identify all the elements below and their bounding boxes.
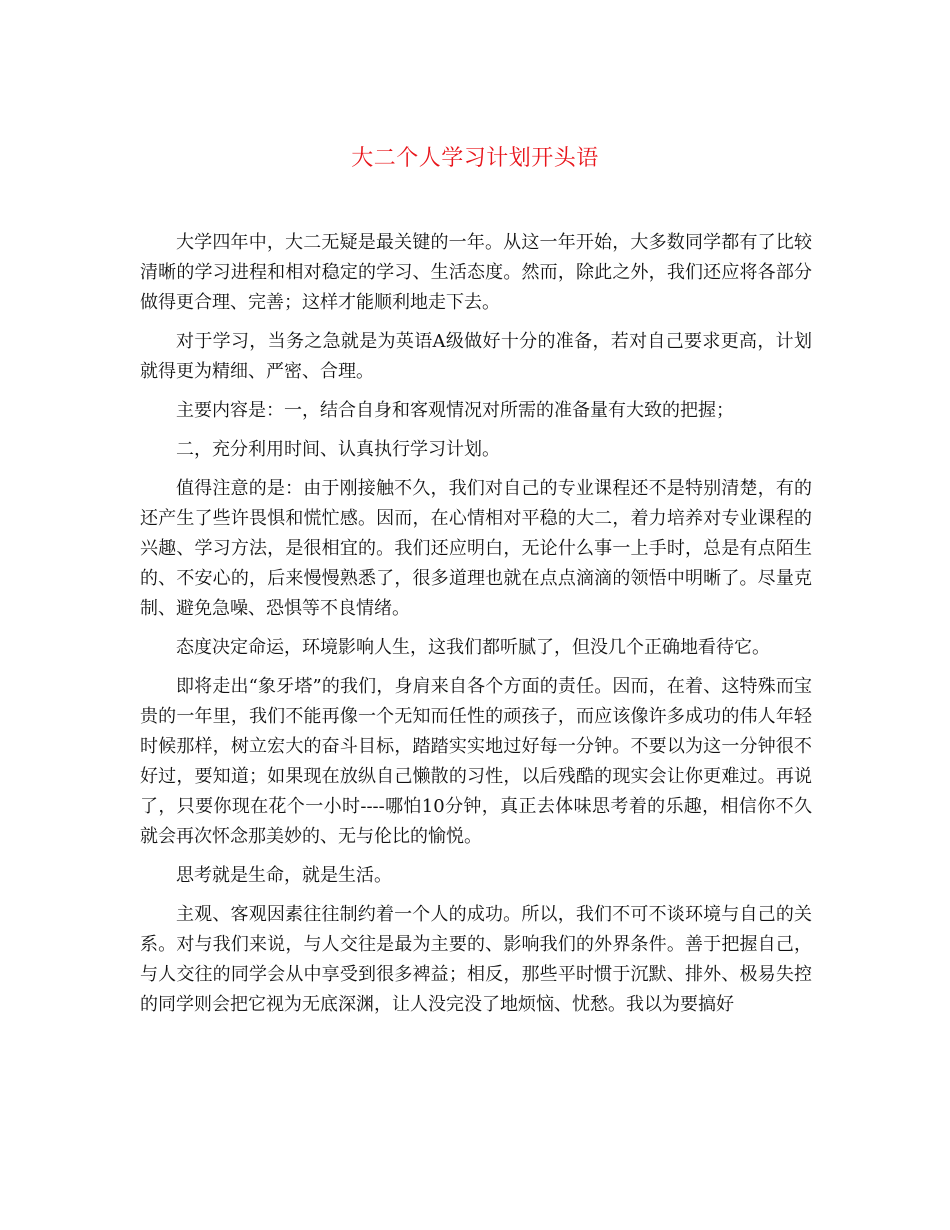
paragraph-8: 思考就是生命，就是生活。 [176, 865, 392, 886]
paragraph-1: 大学四年中，大二无疑是最关键的一年。从这一年开始，大多数同学都有了比较清晰的学习进程和相对稳定的学习、生活态度。然而，除此之外，我们还应将各部分做得更合理、完善；这样才能顺利地走下去。 [140, 232, 812, 313]
document-title: 大二个人学习计划开头语 [351, 146, 599, 171]
document-body [140, 228, 812, 1029]
paragraph-2: 对于学习，当务之急就是为英语A级做好十分的准备，若对自己要求更高，计划就得更为精细、严密、合理。 [140, 331, 812, 382]
paragraph-4: 二，充分利用时间、认真执行学习计划。 [176, 439, 500, 460]
paragraph-5: 值得注意的是：由于刚接触不久，我们对自己的专业课程还不是特别清楚，有的还产生了些许畏惧和慌忙感。因而，在心情相对平稳的大二，着力培养对专业课程的兴趣、学习方法，是很相宜的。我们还应明白，无论什么事一上手时，总是有点陌生的、不安心的，后来慢慢熟悉了，很多道理也就在点点滴滴的领悟中明晰了。尽量克制、避免急噪、恐惧等不良情绪。 [140, 478, 812, 619]
paragraph-3: 主要内容是：一，结合自身和客观情况对所需的准备量有大致的把握； [176, 400, 734, 421]
paragraph-9: 主观、客观因素往往制约着一个人的成功。所以，我们不可不谈环境与自己的关系。对与我们来说，与人交往是最为主要的、影响我们的外界条件。善于把握自己，与人交往的同学会从中享受到很多裨益；相反，那些平时惯于沉默、排外、极易失控的同学则会把它视为无底深渊，让人没完没了地烦恼、忧愁。我以为要搞好 [140, 904, 812, 1015]
paragraph-7: 即将走出“象牙塔”的我们，身肩来自各个方面的责任。因而，在着、这特殊而宝贵的一年里，我们不能再像一个无知而任性的顽孩子，而应该像许多成功的伟人年轻时候那样，树立宏大的奋斗目标，踏踏实实地过好每一分钟。不要以为这一分钟很不好过，要知道；如果现在放纵自己懒散的习性，以后残酷的现实会让你更难过。再说了，只要你现在花个一小时----哪怕10分钟，真正去体味思考着的乐趣，相信你不久就会再次怀念那美妙的、无与伦比的愉悦。 [140, 676, 812, 847]
paragraph-6: 态度决定命运，环境影响人生，这我们都听腻了，但没几个正确地看待它。 [176, 637, 770, 658]
